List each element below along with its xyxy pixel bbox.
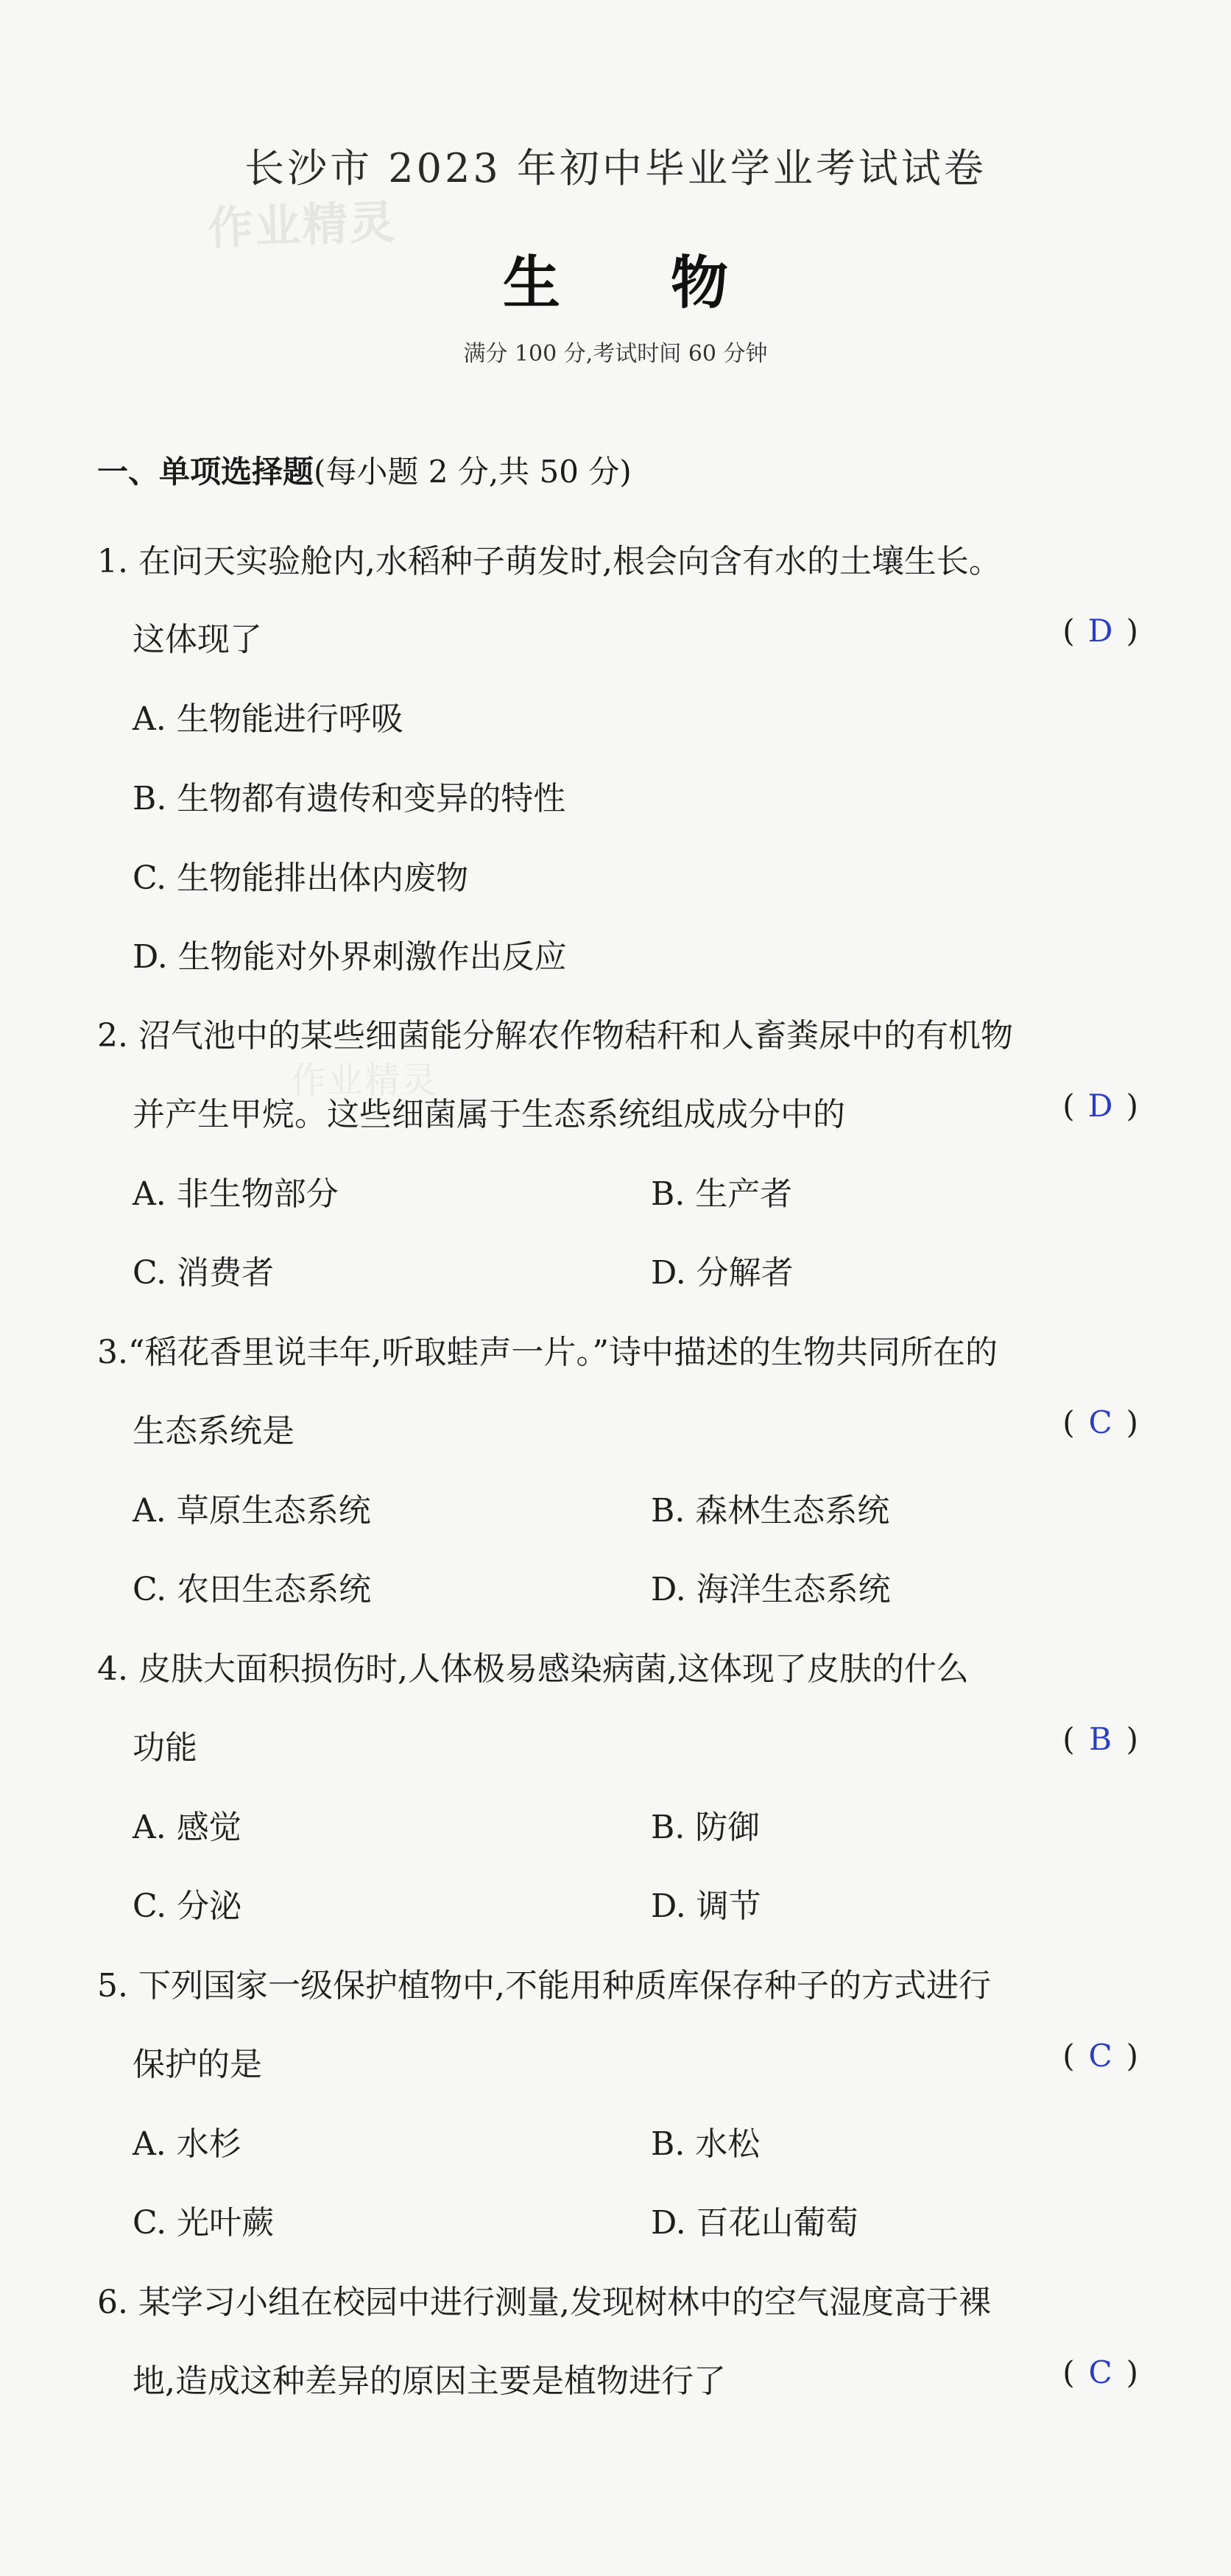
question-5-option-c: C. 光叶蕨 bbox=[133, 2204, 275, 2242]
question-2-option-b: B. 生产者 bbox=[651, 1175, 793, 1213]
question-4-option-b: B. 防御 bbox=[651, 1809, 761, 1846]
question-5-option-d: D. 百花山葡萄 bbox=[651, 2204, 858, 2242]
question-2-answer-letter: D bbox=[1087, 1088, 1113, 1124]
question-3-text-line2: 生态系统是 bbox=[133, 1412, 294, 1450]
question-2-option-d: D. 分解者 bbox=[651, 1254, 794, 1292]
question-3-option-c: C. 农田生态系统 bbox=[133, 1571, 372, 1608]
question-2-text-line1: 2. 沼气池中的某些细菌能分解农作物秸秆和人畜粪尿中的有机物 bbox=[97, 1017, 1013, 1055]
question-5-option-b: B. 水松 bbox=[651, 2125, 761, 2163]
question-3-text-line1: 3.“稻花香里说丰年,听取蛙声一片。”诗中描述的生物共同所在的 bbox=[97, 1334, 998, 1371]
question-4-text-line1: 4. 皮肤大面积损伤时,人体极易感染病菌,这体现了皮肤的什么 bbox=[97, 1650, 969, 1688]
question-2-option-a: A. 非生物部分 bbox=[133, 1175, 339, 1213]
question-2-answer: ( D ) bbox=[1062, 1088, 1138, 1124]
question-6-text-line2: 地,造成这种差异的原因主要是植物进行了 bbox=[133, 2362, 726, 2400]
section-heading-title: 一、单项选择题 bbox=[97, 454, 314, 490]
question-2-text-line2: 并产生甲烷。这些细菌属于生态系统组成成分中的 bbox=[133, 1096, 845, 1133]
question-5-text-line1: 5. 下列国家一级保护植物中,不能用种质库保存种子的方式进行 bbox=[97, 1967, 991, 2005]
question-5-answer: ( C ) bbox=[1062, 2038, 1138, 2074]
question-5-option-a: A. 水杉 bbox=[133, 2125, 241, 2163]
question-3-option-a: A. 草原生态系统 bbox=[133, 1492, 371, 1530]
question-4-option-d: D. 调节 bbox=[651, 1887, 761, 1925]
question-4-answer-letter: B bbox=[1089, 1721, 1112, 1757]
watermark-logo: 作业精灵 bbox=[206, 194, 398, 256]
section-heading-note: (每小题 2 分,共 50 分) bbox=[314, 454, 632, 490]
question-6-answer: ( C ) bbox=[1062, 2354, 1138, 2390]
question-5-answer-letter: C bbox=[1088, 2038, 1112, 2074]
question-3-answer: ( C ) bbox=[1062, 1404, 1138, 1440]
question-6-text-line1: 6. 某学习小组在校园中进行测量,发现树林中的空气湿度高于裸 bbox=[97, 2284, 991, 2321]
question-5-text-line2: 保护的是 bbox=[133, 2046, 262, 2083]
question-1-option-a: A. 生物能进行呼吸 bbox=[133, 700, 403, 738]
section-heading bbox=[97, 448, 632, 492]
subject-title: 生物 bbox=[502, 250, 839, 317]
question-1-text-line1: 1. 在问天实验舱内,水稻种子萌发时,根会向含有水的土壤生长。 bbox=[97, 543, 1001, 580]
question-4-option-a: A. 感觉 bbox=[133, 1809, 241, 1846]
question-4-answer: ( B ) bbox=[1062, 1721, 1138, 1757]
question-3-option-d: D. 海洋生态系统 bbox=[651, 1571, 891, 1608]
question-1-option-c: C. 生物能排出体内废物 bbox=[133, 859, 469, 897]
question-4-text-line2: 功能 bbox=[133, 1729, 197, 1767]
question-2-option-c: C. 消费者 bbox=[133, 1254, 275, 1292]
question-4-option-c: C. 分泌 bbox=[133, 1887, 242, 1925]
question-1-option-d: D. 生物能对外界刺激作出反应 bbox=[133, 938, 567, 976]
exam-info: 满分 100 分,考试时间 60 分钟 bbox=[463, 341, 768, 367]
question-1-text-line2: 这体现了 bbox=[133, 621, 262, 658]
question-3-answer-letter: C bbox=[1088, 1404, 1112, 1440]
exam-title: 长沙市 2023 年初中毕业学业考试试卷 bbox=[244, 145, 987, 191]
question-1-option-b: B. 生物都有遗传和变异的特性 bbox=[133, 780, 566, 817]
question-1-answer: ( D ) bbox=[1062, 613, 1138, 649]
watermark-logo-faint: 作业精灵 bbox=[291, 1060, 439, 1101]
question-6-answer-letter: C bbox=[1088, 2354, 1112, 2390]
question-1-answer-letter: D bbox=[1087, 613, 1113, 649]
question-3-option-b: B. 森林生态系统 bbox=[651, 1492, 890, 1530]
